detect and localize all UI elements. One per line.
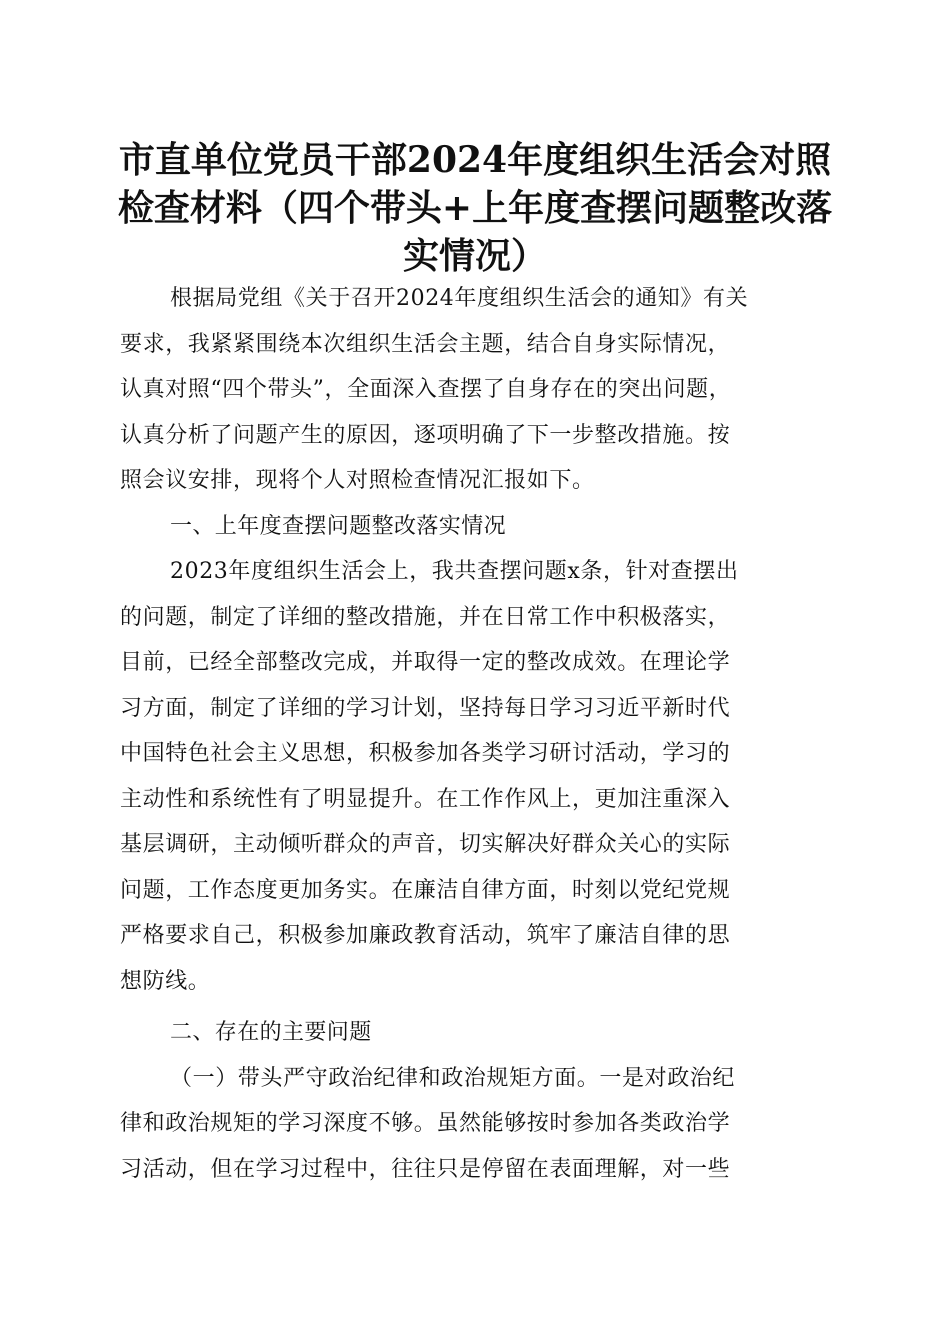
text-line: 2023年度组织生活会上，我共查摆问题x条，针对查摆出 xyxy=(170,559,739,584)
text-line: 要求，我紧紧围绕本次组织生活会主题，结合自身实际情况， xyxy=(120,331,731,357)
text-line: 的问题，制定了详细的整改措施，并在日常工作中积极落实， xyxy=(120,604,731,630)
subsection-text: 一是对政治纪 xyxy=(599,1065,736,1091)
section2-paragraph xyxy=(120,1056,840,1193)
section-heading: 二、存在的主要问题 xyxy=(170,1020,372,1045)
text-line: 照会议安排，现将个人对照检查情况汇报如下。 xyxy=(120,468,595,493)
title-line: 检查材料（四个带头+上年度查摆问题整改落 xyxy=(117,187,833,229)
text-line: 习活动，但在学习过程中，往往只是停留在表面理解，对一些 xyxy=(120,1156,731,1182)
text-line: 律和政治规矩的学习深度不够。虽然能够按时参加各类政治学 xyxy=(120,1111,731,1136)
section1-paragraph xyxy=(120,549,840,1004)
document-body xyxy=(120,276,840,1192)
text-line: 认真对照“四个带头”，全面深入查摆了自身存在的突出问题， xyxy=(120,377,732,402)
document-title xyxy=(110,136,840,280)
text-line: 习方面，制定了详细的学习计划，坚持每日学习习近平新时代 xyxy=(120,695,731,721)
text-line xyxy=(120,1056,840,1102)
section-heading: 一、上年度查摆问题整改落实情况 xyxy=(170,513,507,539)
text-line: 中国特色社会主义思想，积极参加各类学习研讨活动，学习的 xyxy=(120,741,731,766)
subsection-lead: （一）带头严守政治纪律和政治规矩方面。 xyxy=(170,1065,600,1091)
title-line: 市直单位党员干部2024年度组织生活会对照 xyxy=(118,139,832,181)
text-line: 想防线。 xyxy=(120,968,211,994)
text-line: 主动性和系统性有了明显提升。在工作作风上，更加注重深入 xyxy=(120,786,731,812)
text-line: 严格要求自己，积极参加廉政教育活动，筑牢了廉洁自律的思 xyxy=(120,923,731,948)
text-line: 根据局党组《关于召开2024年度组织生活会的通知》有关 xyxy=(170,286,749,311)
intro-paragraph xyxy=(120,276,840,504)
text-line: 问题，工作态度更加务实。在廉洁自律方面，时刻以党纪党规 xyxy=(120,877,731,903)
text-line: 目前，已经全部整改完成，并取得一定的整改成效。在理论学 xyxy=(120,650,731,675)
title-line: 实情况） xyxy=(402,235,547,277)
text-line: 基层调研，主动倾听群众的声音，切实解决好群众关心的实际 xyxy=(120,832,731,857)
text-line: 认真分析了问题产生的原因，逐项明确了下一步整改措施。按 xyxy=(120,422,731,448)
